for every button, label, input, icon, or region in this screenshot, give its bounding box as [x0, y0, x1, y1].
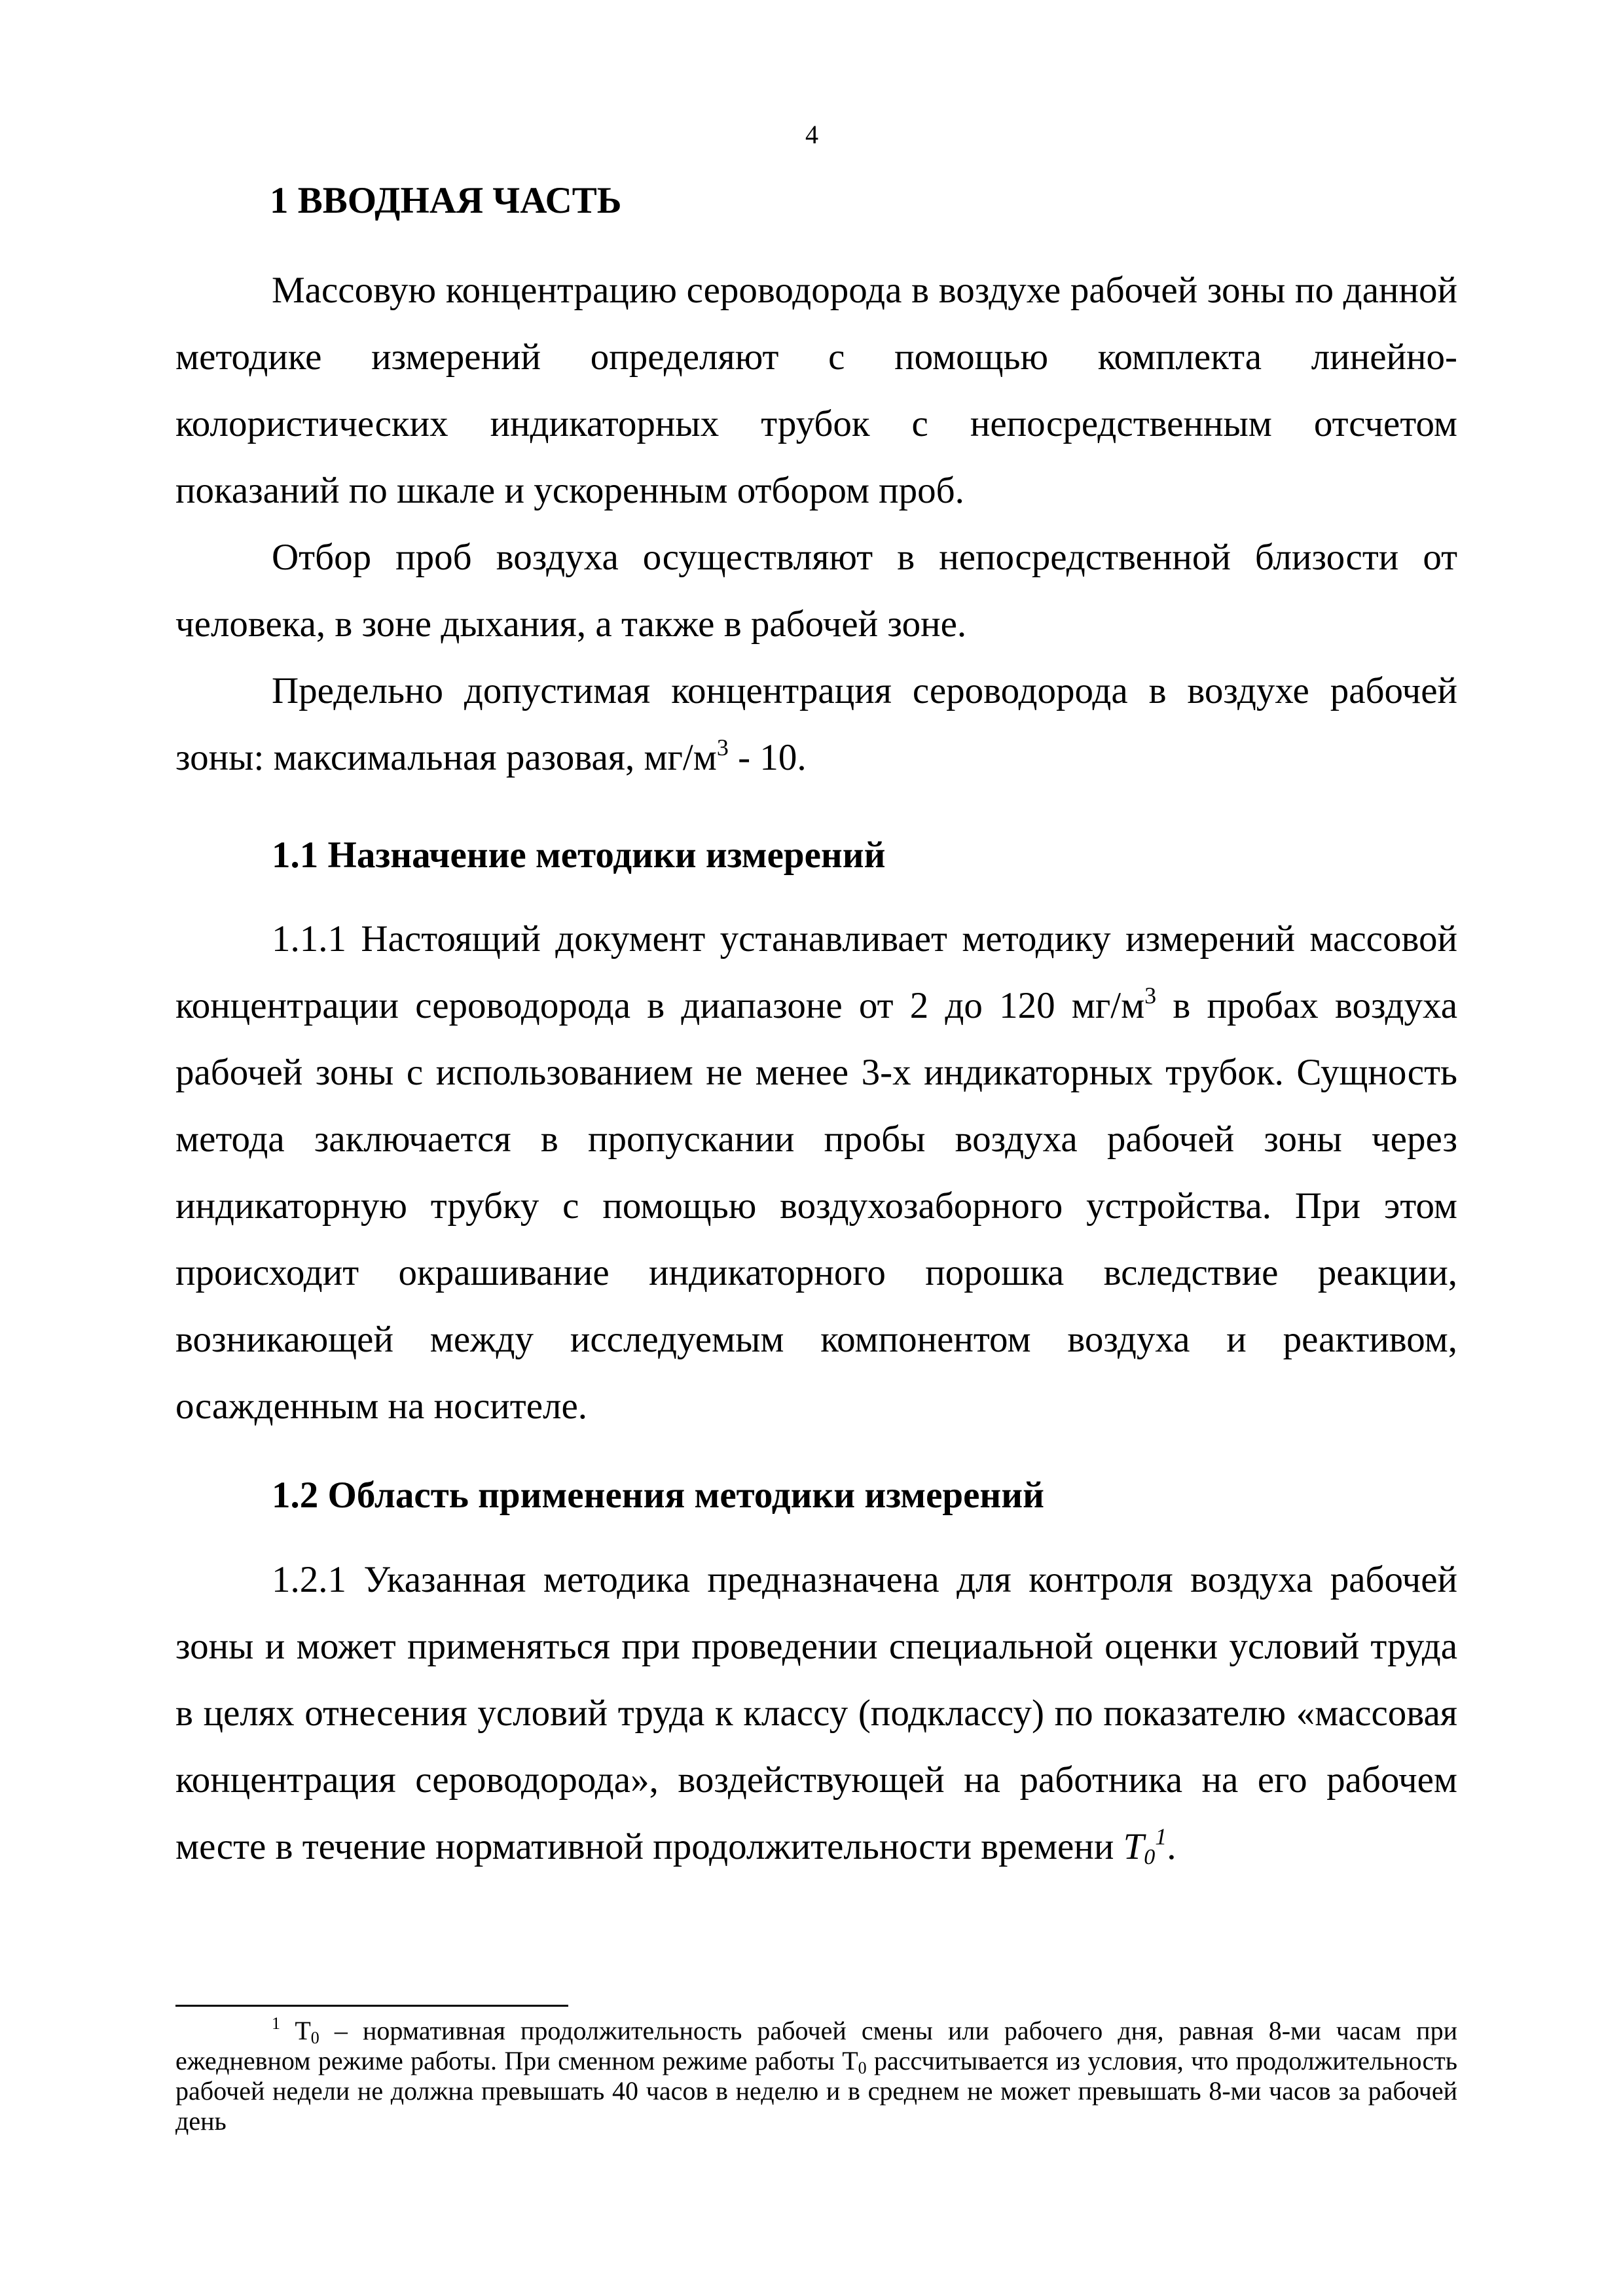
footnote-text-end: рассчитывается из условия, что продолжительность рабочей недели не должна превышать 40 часов в неделю и в среднем не может превышать 8-ми часов за рабочей день	[175, 2046, 1457, 2136]
max-concentration-text: Предельно допустимая концентрация сероводорода в воздухе рабочей зоны: максимальная разовая, мг/м	[175, 670, 1457, 778]
page-number: 4	[805, 120, 818, 149]
time-symbol	[1123, 1823, 1167, 1869]
section-1-2-body	[175, 1547, 1457, 1880]
paragraph-measurement-method: Массовую концентрацию сероводорода в воздухе рабочей зоны по данной методике измерений определяют с помощью комплекта линейно-колористических индикаторных трубок с непосредственным отсчетом показаний по шкале и ускоренным отбором проб.	[175, 270, 1457, 511]
footnote-reference: 1	[1155, 1823, 1167, 1850]
footnote-text-start: – нормативная продолжительность рабочей смены или рабочего дня, равная 8-ми часам при ежедневном режиме работы. При сменном режиме работы T	[175, 2016, 1457, 2075]
section-1-1-body	[175, 906, 1457, 1440]
paragraph-1-2-1-end: .	[1167, 1826, 1176, 1867]
paragraph-1-1-1-end: в пробах воздуха рабочей зоны с использованием не менее 3-х индикаторных трубок. Сущность метода заключается в пропускании пробы воздуха рабочей зоны через индикаторную трубку с помощью воздухозаборного устройства. При этом происходит окрашивание индикаторного порошка вследствие реакции, возникающей между исследуемым компонентом воздуха и реактивом, осажденным на носителе.	[175, 985, 1457, 1427]
section-heading-1-2: 1.2 Область применения методики измерений	[272, 1475, 1044, 1516]
time-symbol-subscript: 0	[1144, 1845, 1156, 1869]
paragraph-1-2-1-text: 1.2.1 Указанная методика предназначена для контроля воздуха рабочей зоны и может применяться при проведении специальной оценки условий труда в целях отнесения условий труда к классу (подклассу) по показателю «массовая концентрация сероводорода», воздействующей на работника на его рабочем месте в течение нормативной продолжительности времени	[175, 1559, 1457, 1867]
cubic-superscript: 3	[1144, 982, 1157, 1009]
paragraph-1-2-1	[175, 1547, 1457, 1880]
paragraph-1-1-1-start: 1.1.1 Настоящий документ устанавливает методику измерений массовой концентрации сероводорода в диапазоне от 2 до 120 мг/м	[175, 918, 1457, 1026]
footnote	[175, 2016, 1457, 2136]
footnote-text-subscript: 0	[858, 2058, 867, 2077]
footnote-symbol-subscript: 0	[310, 2028, 319, 2047]
section-1-body	[175, 257, 1457, 791]
paragraph-max-concentration	[175, 658, 1457, 791]
section-heading-1-1: 1.1 Назначение методики измерений	[272, 834, 886, 876]
time-symbol-letter: T	[1123, 1826, 1144, 1867]
paragraph-1-1-1	[175, 906, 1457, 1440]
footnote-symbol: T	[280, 2016, 311, 2045]
section-heading-1: 1 ВВОДНАЯ ЧАСТЬ	[270, 180, 622, 221]
footnote-separator	[175, 2005, 568, 2007]
paragraph-sampling: Отбор проб воздуха осуществляют в непосредственной близости от человека, в зоне дыхания, а также в рабочей зоне.	[175, 537, 1457, 645]
cubic-superscript: 3	[716, 734, 729, 761]
footnote-marker: 1	[272, 2014, 280, 2033]
max-concentration-value: - 10.	[728, 737, 807, 778]
